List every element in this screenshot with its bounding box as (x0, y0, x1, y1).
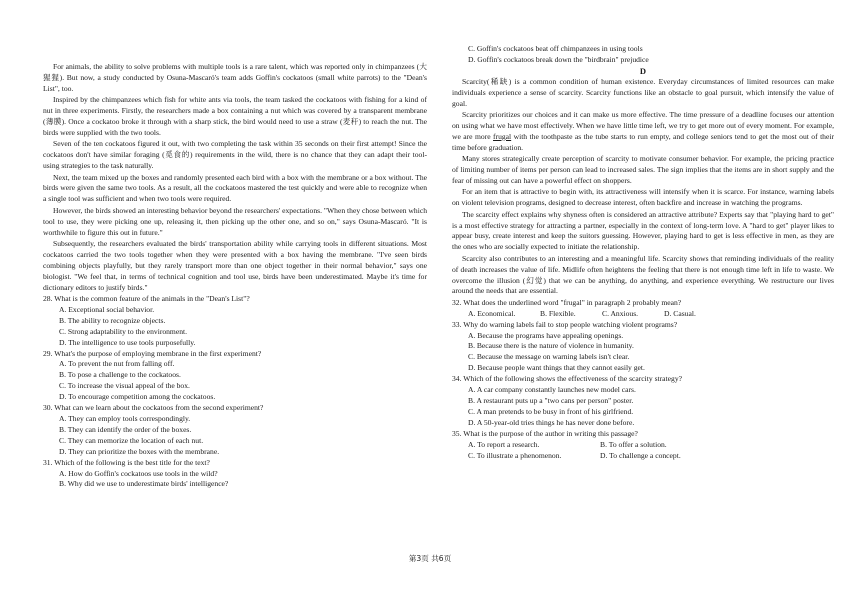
paragraph: Scarcity(稀缺) is a common condition of human existence. Everyday circumstances of limited resources can make individuals experience a sense of scarcity. Scarcity functions like an obstacle to goal pursuit, which intensify the value of goal. (452, 76, 834, 108)
option: B. Why did we use to underestimate birds' intelligence? (59, 479, 229, 489)
option: D. Casual. (664, 308, 696, 318)
option: D. The intelligence to use tools purposefully. (59, 337, 196, 347)
question-34: 34. Which of the following shows the effectiveness of the scarcity strategy? (452, 374, 682, 384)
option: D. Goffin's cockatoos break down the "birdbrain" prejudice (468, 54, 649, 64)
paragraph: For animals, the ability to solve problems with multiple tools is a rare talent, which was reported only in chimpanzees (大猩猩). But now, a study conducted by Osuna-Mascaró's team adds Goffin's cockatoos (small white parrots) to the "Dean's List", too. (43, 62, 427, 93)
question-35: 35. What is the purpose of the author in writing this passage? (452, 428, 638, 438)
paragraph: Scarcity also contributes to an interesting and a meaningful life. Scarcity shows that reminding individuals of the reality of death increases the value of life. Midlife often heightens the feeling that there is not enough time left in life to waste. We overcome the illusion (幻觉) that we can be anything, do anything, and experience everything. We restructure our lives around the needs that are essential. (452, 253, 834, 296)
question-29: 29. What's the purpose of employing membrane in the first experiment? (43, 348, 262, 358)
paragraph: Many stores strategically create perception of scarcity to motivate consumer behavior. For example, the pricing practice of limiting number of items per person can lead to increased sales. The sign implies that the items are in short supply and the fear of missing out can have a powerful effect on shoppers. (452, 154, 834, 185)
page-footer: 第3页 共6页 (408, 554, 452, 563)
option-row (452, 309, 834, 320)
option: B. They can identify the order of the boxes. (59, 424, 192, 434)
option: D. Because people want things that they cannot easily get. (468, 363, 645, 373)
option: A. How do Goffin's cockatoos use tools in the wild? (59, 468, 218, 478)
paragraph: Seven of the ten cockatoos figured it out, with two completing the task within 35 seconds on their first attempt! Since the cockatoos don't have similar foraging (觅食的) requirements in the wild, there is no chance that they can adapt their tool-using strategies to the task naturally. (43, 139, 427, 171)
option: C. A man pretends to be busy in front of his girlfriend. (468, 406, 634, 416)
right-column (452, 44, 834, 461)
option-row (452, 451, 834, 462)
option: B. The ability to recognize objects. (59, 315, 166, 325)
paragraph: Subsequently, the researchers evaluated the birds' transportation ability while carrying tools in different situations. Most cockatoos carried the two tools together when they were presented with a box having the membrane. "I've seen birds combining objects playfully, but they rarely transport more than one object together in their normal behavior," says one biologist. "We feel that, in terms of technical cognition and tool use, birds have been underestimated. Maybe it's time for dictionary editors to justify birds." (43, 239, 427, 292)
option: A. They can employ tools correspondingly. (59, 414, 191, 423)
option-row (452, 440, 834, 451)
paragraph: However, the birds showed an interesting behavior beyond the researchers' expectations. "When they chose between which tool to use, they were picking one up, releasing it, then picking up the other one, and so on," says Osuna-Mascaró. "It is worthwhile to figure this out in future." (43, 205, 427, 237)
option: B. Flexible. (540, 308, 576, 318)
paragraph: Scarcity prioritizes our choices and it can make us more effective. The time pressure of a deadline focuses our attention on using what we have most effectively. When we have little time left, we try to get more out of every moment. For example, we are more frugal with the toothpaste as the tube starts to run empty, and college seniors tend to get the most out of their time before graduation. (452, 109, 834, 152)
option: D. A 50-year-old tries things he has never done before. (468, 417, 635, 427)
question-28: 28. What is the common feature of the animals in the "Dean's List"? (43, 294, 250, 304)
option: D. To encourage competition among the cockatoos. (59, 392, 216, 402)
question-32: 32. What does the underlined word "frugal" in paragraph 2 probably mean? (452, 297, 682, 307)
option: B. Because there is the nature of violence in humanity. (468, 341, 634, 351)
option: A. To report a research. (468, 439, 540, 449)
underlined-word: frugal (493, 131, 512, 141)
paragraph: Inspired by the chimpanzees which fish for white ants via tools, the team tasked the cockatoos with fishing for a kind of nut in three experiments. Firstly, the researchers made a box containing a nut which was covered by a transparent membrane (薄膜). Once a cockatoo broke it through with a sharp stick, the bird would need to use a straw (麦秆) to reach the nut. The birds were supplied with the two tools. (43, 95, 427, 137)
option: C. Goffin's cockatoos beat off chimpanzees in using tools (468, 44, 643, 53)
option: D. To challenge a concept. (600, 450, 681, 460)
left-column (43, 62, 427, 490)
option: A. A car company constantly launches new model cars. (468, 385, 636, 395)
section-heading: D (639, 65, 647, 76)
option: C. To illustrate a phenomenon. (468, 450, 562, 460)
option: B. To pose a challenge to the cockatoos. (59, 370, 181, 380)
option: C. They can memorize the location of each nut. (59, 435, 204, 445)
option: A. Economical. (468, 308, 516, 318)
paragraph: For an item that is attractive to begin with, its attractiveness will intensify when it is scarce. For instance, warning labels on violent television programs, designed to decrease interest, often backfire and increase in watching the programs. (452, 187, 834, 208)
option: A. Exceptional social behavior. (59, 304, 155, 314)
paragraph: The scarcity effect explains why shyness often is considered an attractive attribute? Experts say that "playing hard to get" is a most effective strategy for attracting a partner, especially in the context of long-term love. A "hard to get" player likes to appear busy, create interest and keep the suitors guessing. However, playing hard to get is less effective in men, as they are the ones who are socially expected to initiate the relationship. (452, 209, 834, 252)
option: B. To offer a solution. (600, 439, 667, 449)
question-31: 31. Which of the following is the best title for the text? (43, 457, 210, 467)
option: B. A restaurant puts up a "two cans per person" poster. (468, 396, 634, 405)
option: A. To prevent the nut from falling off. (59, 359, 175, 369)
option: C. Because the message on warning labels isn't clear. (468, 352, 630, 362)
option: C. Anxious. (602, 308, 639, 318)
option: C. Strong adaptability to the environment. (59, 326, 188, 336)
question-33: 33. Why do warning labels fail to stop people watching violent programs? (452, 319, 678, 329)
option: D. They can prioritize the boxes with the membrane. (59, 446, 220, 456)
option: C. To increase the visual appeal of the box. (59, 381, 190, 391)
paragraph: Next, the team mixed up the boxes and randomly presented each bird with a box with the membrane or a box without. The birds were given the same two tools. As a result, all the cockatoos mastered the test quickly and were able to recognize when a single tool was sufficient and when two tools were required. (43, 172, 427, 204)
option: A. Because the programs have appealing openings. (468, 330, 624, 340)
question-30: 30. What can we learn about the cockatoos from the second experiment? (43, 403, 264, 413)
